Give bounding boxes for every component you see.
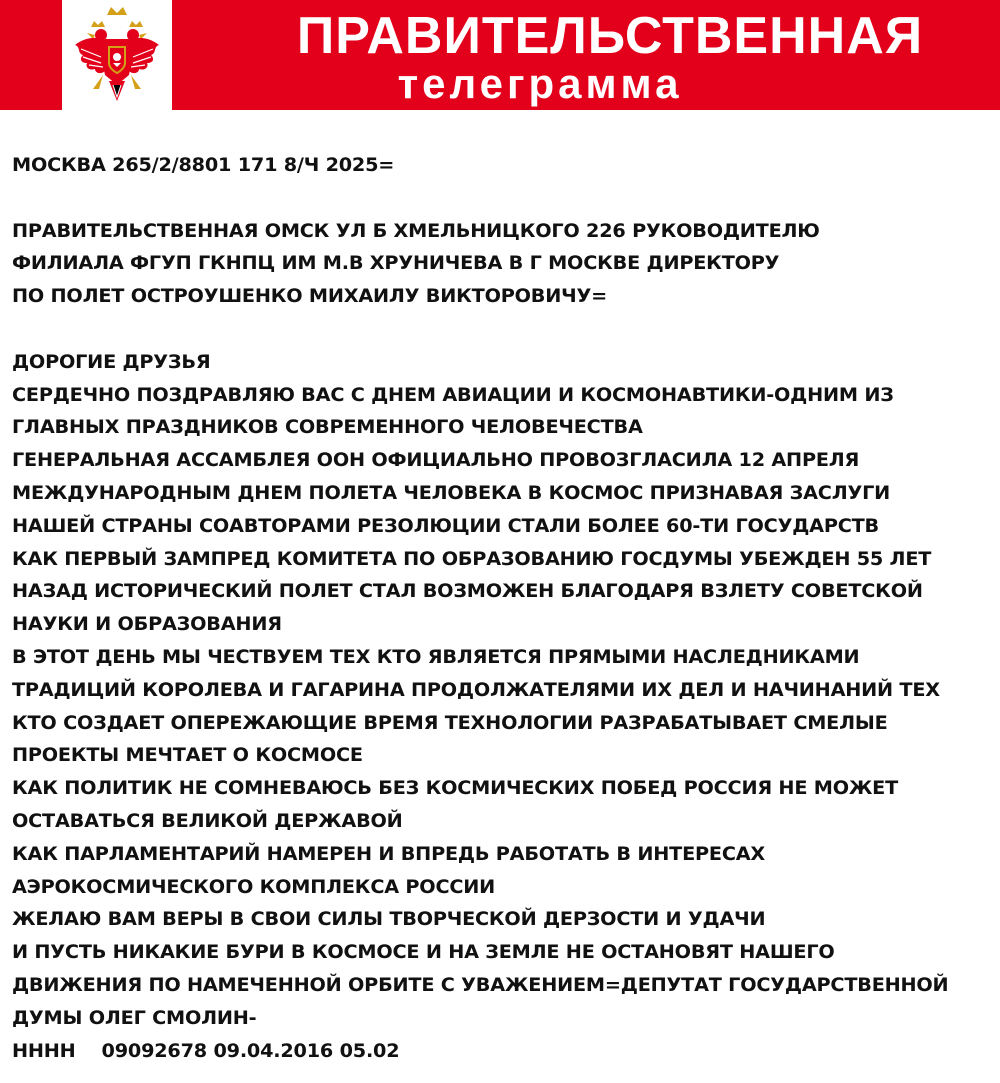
message-line: В ЭТОТ ДЕНЬ МЫ ЧЕСТВУЕМ ТЕХ КТО ЯВЛЯЕТСЯ ПРЯМЫМИ НАСЛЕДНИКАМИ bbox=[12, 646, 860, 668]
message-line: КАК ПОЛИТИК НЕ СОМНЕВАЮСЬ БЕЗ КОСМИЧЕСКИХ ПОБЕД РОССИЯ НЕ МОЖЕТ bbox=[12, 778, 899, 800]
message-line: КАК ПАРЛАМЕНТАРИЙ НАМЕРЕН И ВПРЕДЬ РАБОТАТЬ В ИНТЕРЕСАХ bbox=[12, 843, 766, 865]
message-line: НАУКИ И ОБРАЗОВАНИЯ bbox=[12, 614, 282, 636]
message-line: ДВИЖЕНИЯ ПО НАМЕЧЕННОЙ ОРБИТЕ С УВАЖЕНИЕМ=ДЕПУТАТ ГОСУДАРСТВЕННОЙ bbox=[12, 974, 949, 996]
address-line: ПРАВИТЕЛЬСТВЕННАЯ ОМСК УЛ Б ХМЕЛЬНИЦКОГО 226 РУКОВОДИТЕЛЮ bbox=[12, 220, 820, 242]
address-line: ФИЛИАЛА ФГУП ГКНПЦ ИМ М.В ХРУНИЧЕВА В Г МОСКВЕ ДИРЕКТОРУ bbox=[12, 253, 780, 275]
message-line: ЖЕЛАЮ ВАМ ВЕРЫ В СВОИ СИЛЫ ТВОРЧЕСКОЙ ДЕРЗОСТИ И УДАЧИ bbox=[12, 909, 766, 931]
message-line: ОСТАВАТЬСЯ ВЕЛИКОЙ ДЕРЖАВОЙ bbox=[12, 810, 403, 832]
message-line: ГЛАВНЫХ ПРАЗДНИКОВ СОВРЕМЕННОГО ЧЕЛОВЕЧЕСТВА bbox=[12, 417, 643, 439]
coat-of-arms-icon bbox=[71, 5, 163, 105]
message-line: ГЕНЕРАЛЬНАЯ АССАМБЛЕЯ ООН ОФИЦИАЛЬНО ПРОВОЗГЛАСИЛА 12 АПРЕЛЯ bbox=[12, 450, 860, 472]
message-line: СЕРДЕЧНО ПОЗДРАВЛЯЮ ВАС С ДНЕМ АВИАЦИИ И КОСМОНАВТИКИ-ОДНИМ ИЗ bbox=[12, 384, 894, 406]
message-line: НАШЕЙ СТРАНЫ СОАВТОРАМИ РЕЗОЛЮЦИИ СТАЛИ БОЛЕЕ 60-ТИ ГОСУДАРСТВ bbox=[12, 515, 880, 537]
emblem-box bbox=[62, 0, 172, 110]
telegram-banner bbox=[0, 0, 1000, 110]
message-line: ПРОЕКТЫ МЕЧТАЕТ О КОСМОСЕ bbox=[12, 745, 363, 767]
message-line: И ПУСТЬ НИКАКИЕ БУРИ В КОСМОСЕ И НА ЗЕМЛЕ НЕ ОСТАНОВЯТ НАШЕГО bbox=[12, 942, 835, 964]
message-line: ДОРОГИЕ ДРУЗЬЯ bbox=[12, 351, 211, 373]
telegram-body bbox=[12, 150, 1000, 1068]
message-line: АЭРОКОСМИЧЕСКОГО КОМПЛЕКСА РОССИИ bbox=[12, 876, 496, 898]
message-line: НАЗАД ИСТОРИЧЕСКИЙ ПОЛЕТ СТАЛ ВОЗМОЖЕН БЛАГОДАРЯ ВЗЛЕТУ СОВЕТСКОЙ bbox=[12, 581, 923, 603]
message-line: КТО СОЗДАЕТ ОПЕРЕЖАЮЩИЕ ВРЕМЯ ТЕХНОЛОГИИ РАЗРАБАТЫВАЕТ СМЕЛЫЕ bbox=[12, 712, 888, 734]
message-line: ТРАДИЦИЙ КОРОЛЕВА И ГАГАРИНА ПРОДОЛЖАТЕЛЯМИ ИХ ДЕЛ И НАЧИНАНИЙ ТЕХ bbox=[12, 679, 940, 701]
banner-subtitle: телеграмма bbox=[397, 60, 683, 107]
telegram-header-line: МОСКВА 265/2/8801 171 8/Ч 2025= bbox=[12, 155, 395, 176]
message-line: КАК ПЕРВЫЙ ЗАМПРЕД КОМИТЕТА ПО ОБРАЗОВАНИЮ ГОСДУМЫ УБЕЖДЕН 55 ЛЕТ bbox=[12, 548, 932, 570]
banner-title: ПРАВИТЕЛЬСТВЕННАЯ bbox=[296, 7, 924, 65]
address-line: ПО ПОЛЕТ ОСТРОУШЕНКО МИХАИЛУ ВИКТОРОВИЧУ= bbox=[12, 286, 608, 308]
message-line: МЕЖДУНАРОДНЫМ ДНЕМ ПОЛЕТА ЧЕЛОВЕКА В КОСМОС ПРИЗНАВАЯ ЗАСЛУГИ bbox=[12, 482, 891, 504]
telegram-footer-line: НННН 09092678 09.04.2016 05.02 bbox=[12, 1040, 400, 1062]
message-line: ДУМЫ ОЛЕГ СМОЛИН- bbox=[12, 1007, 257, 1029]
